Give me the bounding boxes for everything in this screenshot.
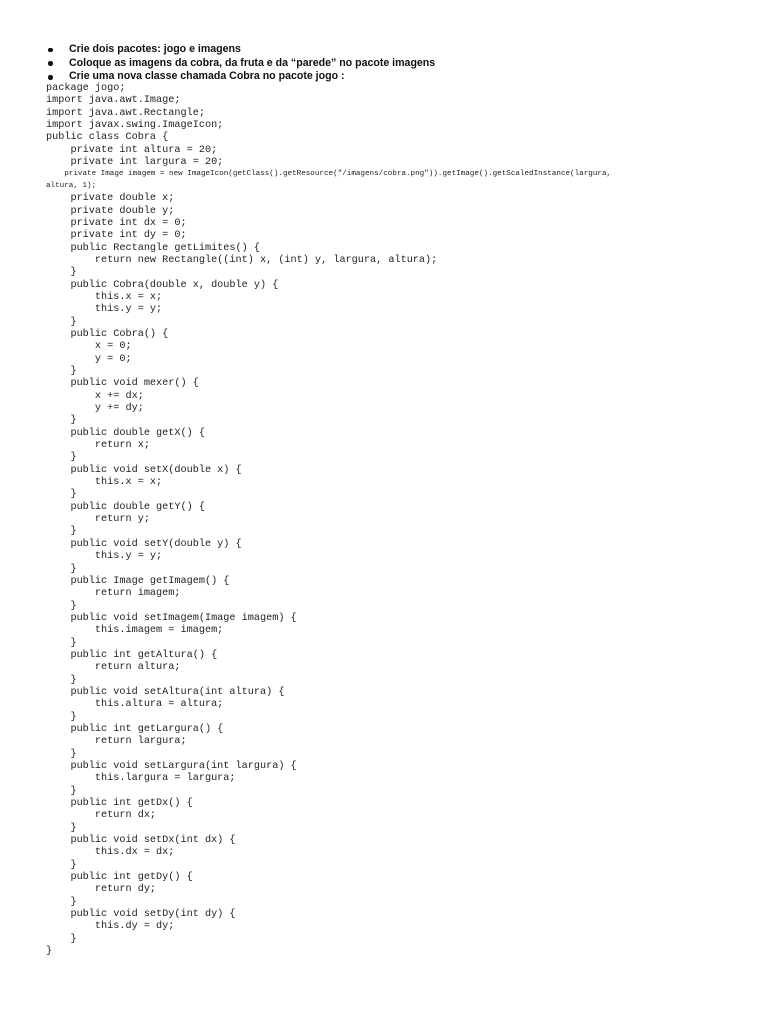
code-line: }: [46, 674, 77, 686]
code-line: }: [46, 711, 77, 723]
code-line: import javax.swing.ImageIcon;: [46, 120, 224, 132]
code-line: this.dx = dx;: [46, 847, 175, 859]
code-line: }: [46, 785, 77, 797]
code-line: this.y = y;: [46, 304, 163, 316]
code-line: private double y;: [46, 205, 175, 217]
code-line: }: [46, 316, 77, 328]
instruction-text: Crie dois pacotes: jogo e imagens: [69, 43, 241, 55]
instruction-list: [46, 43, 435, 84]
code-line: }: [46, 637, 77, 649]
code-line: this.imagem = imagem;: [46, 625, 224, 637]
instruction-item: [46, 57, 435, 71]
code-line: private Image imagem = new ImageIcon(getClass().getResource("/imagens/cobra.png")).getImage().getScaledInstance(largura,: [46, 170, 612, 179]
code-line: this.y = y;: [46, 551, 163, 563]
code-line: private int largura = 20;: [46, 157, 224, 169]
code-line: }: [46, 748, 77, 760]
code-line: return imagem;: [46, 588, 181, 600]
code-line: }: [46, 366, 77, 377]
code-line: public void mexer() {: [46, 378, 199, 390]
code-line: package jogo;: [46, 83, 126, 94]
code-line: }: [46, 600, 77, 612]
code-line: private int dx = 0;: [46, 217, 187, 229]
code-line: return dy;: [46, 884, 157, 896]
code-line: y = 0;: [46, 353, 132, 365]
code-line: import java.awt.Image;: [46, 95, 181, 107]
code-line: public void setAltura(int altura) {: [46, 686, 285, 698]
code-line: this.dy = dy;: [46, 921, 175, 933]
code-line: public void setDx(int dx) {: [46, 835, 236, 847]
code-line: altura, 1);: [46, 182, 97, 191]
code-line: return x;: [46, 440, 150, 452]
code-line: public void setX(double x) {: [46, 464, 242, 476]
bullet-icon: [48, 75, 53, 80]
code-line: public int getDx() {: [46, 798, 193, 810]
code-line: public Rectangle getLimites() {: [46, 242, 260, 254]
code-line: }: [46, 563, 77, 575]
code-line: x = 0;: [46, 341, 132, 353]
bullet-icon: [48, 61, 53, 66]
code-line: import java.awt.Rectangle;: [46, 107, 205, 119]
code-line: }: [46, 489, 77, 501]
code-line: private int dy = 0;: [46, 230, 187, 242]
code-line: private int altura = 20;: [46, 144, 218, 156]
code-line: public double getY() {: [46, 501, 205, 513]
code-line: x += dx;: [46, 390, 144, 402]
code-line: }: [46, 452, 77, 464]
code-line: y += dy;: [46, 403, 144, 415]
code-line: public Cobra() {: [46, 328, 169, 340]
code-line: }: [46, 267, 77, 279]
instruction-item: [46, 70, 435, 84]
instruction-text: Crie uma nova classe chamada Cobra no pacote jogo :: [69, 70, 345, 83]
code-line: return largura;: [46, 736, 187, 748]
code-line: }: [46, 896, 77, 908]
code-line: return y;: [46, 514, 150, 526]
code-line: this.x = x;: [46, 477, 163, 489]
code-line: public void setLargura(int largura) {: [46, 761, 297, 772]
code-line: public void setImagem(Image imagem) {: [46, 612, 297, 624]
code-line: }: [46, 859, 77, 871]
code-line: this.x = x;: [46, 291, 163, 303]
code-block: [46, 83, 611, 959]
code-line: }: [46, 933, 77, 945]
code-line: public class Cobra {: [46, 132, 169, 144]
code-line: public int getAltura() {: [46, 649, 218, 661]
code-line: }: [46, 946, 53, 958]
code-line: return altura;: [46, 662, 181, 674]
code-line: public double getX() {: [46, 427, 205, 439]
code-line: private double x;: [46, 193, 175, 205]
code-line: return new Rectangle((int) x, (int) y, largura, altura);: [46, 254, 438, 266]
bullet-icon: [48, 48, 53, 53]
code-line: public void setY(double y) {: [46, 538, 242, 550]
code-line: public void setDy(int dy) {: [46, 909, 236, 921]
code-line: return dx;: [46, 810, 157, 822]
code-line: this.largura = largura;: [46, 773, 236, 785]
code-line: this.altura = altura;: [46, 699, 224, 711]
code-line: public Image getImagem() {: [46, 575, 230, 587]
instruction-text: Coloque as imagens da cobra, da fruta e da “parede” no pacote imagens: [69, 56, 436, 69]
instruction-item: [46, 43, 435, 57]
code-line: public int getDy() {: [46, 872, 193, 884]
code-line: public Cobra(double x, double y) {: [46, 279, 279, 291]
code-line: }: [46, 415, 77, 427]
code-line: }: [46, 822, 77, 834]
code-line: public int getLargura() {: [46, 723, 224, 735]
code-line: }: [46, 526, 77, 538]
